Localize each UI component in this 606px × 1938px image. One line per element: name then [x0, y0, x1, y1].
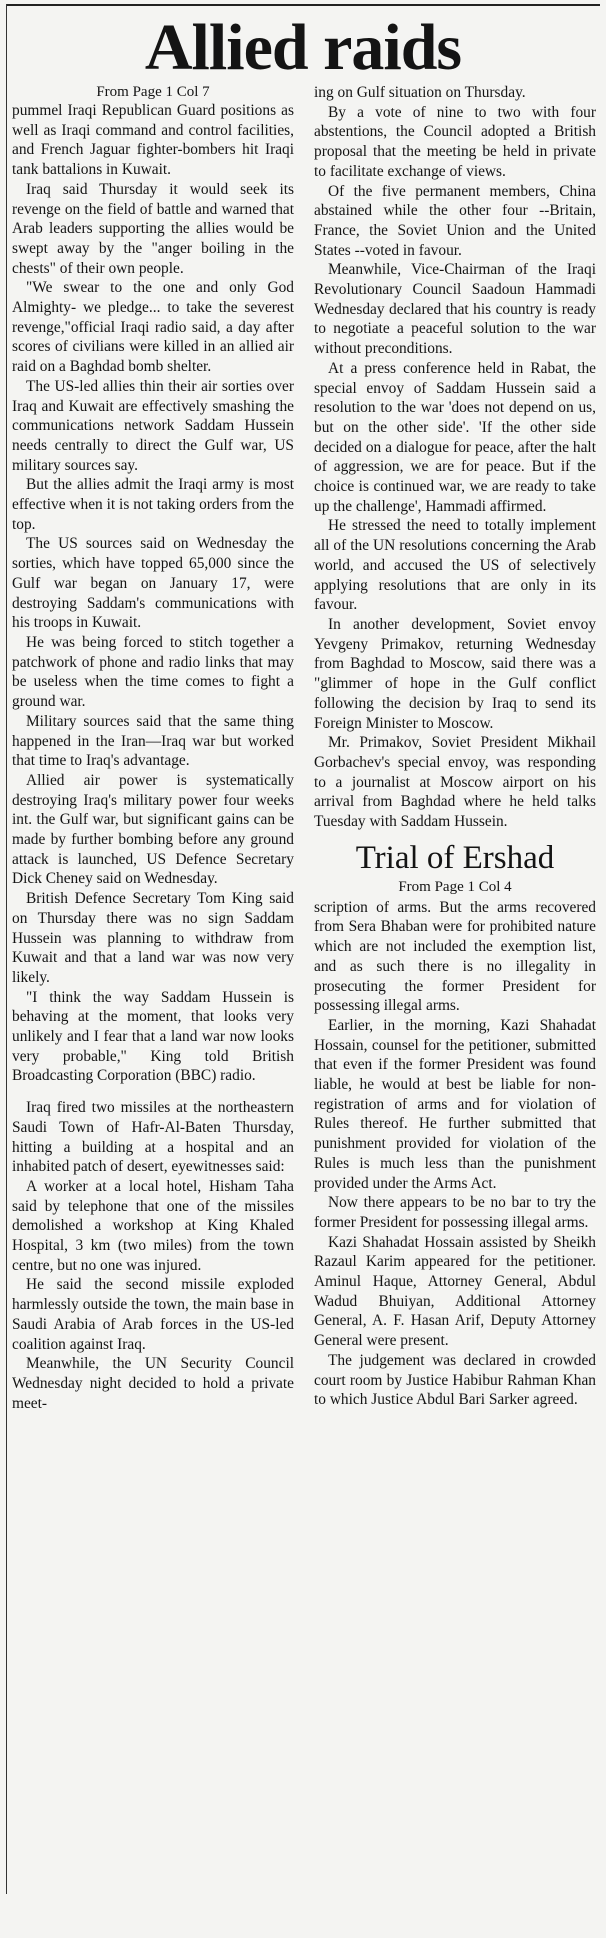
paragraph: But the allies admit the Iraqi army is most effective when it is not taking orders from the top.: [12, 476, 294, 533]
paragraph: Meanwhile, Vice-Chairman of the Iraqi Revolutionary Council Saadoun Hammadi Wednesday declared that his country is ready to negotiate a peaceful solution to the war without preconditions.: [314, 261, 596, 358]
paragraph: Of the five permanent members, China abstained while the other four --Britain, France, the Soviet Union and the United States --voted in favour.: [314, 182, 596, 259]
paragraph: Iraq fired two missiles at the northeastern Saudi Town of Hafr-Al-Baten Thursday, hitting a building at a hospital and an inhabited patch of desert, eyewitnesses said:: [12, 1099, 294, 1176]
headline: Allied raids: [144, 11, 462, 84]
paragraph: "I think the way Saddam Hussein is behaving at the moment, that looks very unlikely and I fear that a land war now looks very probable," King told British Broadcasting Corporation (BBC) radio.: [12, 988, 294, 1085]
paragraph: A worker at a local hotel, Hisham Taha said by telephone that one of the missiles demolished a workshop at King Khaled Hospital, 3 km (two miles) from the town centre, but no one was injured.: [12, 1177, 294, 1274]
paragraph: The judgement was declared in crowded court room by Justice Habibur Rahman Khan to which Justice Abdul Bari Sarker agreed.: [314, 1351, 596, 1409]
jump-line: From Page 1 Col 7: [96, 84, 210, 100]
paragraph: In another development, Soviet envoy Yevgeny Primakov, returning Wednesday from Baghdad to Moscow, said there was a "glimmer of hope in the Gulf conflict following the decision by Iraq to send its Foreign Minister to Moscow.: [314, 615, 596, 732]
paragraph: Now there appears to be no bar to try the former President for possessing illegal arms.: [314, 1194, 596, 1231]
paragraph: Mr. Primakov, Soviet President Mikhail Gorbachev's special envoy, was responding to a journalist at Moscow airport on his arrival from Baghdad where he held talks Tuesday with Saddam Hussein.: [314, 734, 596, 831]
paragraph: scription of arms. But the arms recovered from Sera Bhaban were for prohibited nature which are not included the exemption list, and as such there is no illegality in prosecuting the former President for possessing illegal arms.: [314, 898, 596, 1015]
subheadline: Trial of Ershad: [355, 839, 555, 876]
paragraph: Military sources said that the same thing happened in the Iran—Iraq war but worked that time to Iraq's advantage.: [12, 712, 294, 770]
paragraph: The US sources said on Wednesday the sorties, which have topped 65,000 since the Gulf war began on January 17, were destroying Saddam's communications with his troops in Kuwait.: [12, 535, 294, 632]
article-column-1: [12, 84, 294, 1413]
paragraph: At a press conference held in Rabat, the special envoy of Saddam Hussein said a resolution to the war 'does not depend on us, but on the other side'. 'If the other side decided on a dialogue for peace, after the halt of aggression, we are for peace. But if the choice is continued war, we are ready to take up the challenge', Hammadi affirmed.: [314, 359, 596, 515]
paragraph: ing on Gulf situation on Thursday.: [314, 84, 526, 101]
left-rule: [6, 4, 7, 1894]
paragraph: "We swear to the one and only God Almighty- we pledge... to take the severest revenge,"official Iraqi radio said, a day after scores of civilians were killed in an allied air raid on a Baghdad bomb shelter.: [12, 279, 294, 376]
article-column-2: [314, 83, 596, 1410]
paragraph: pummel Iraqi Republican Guard positions as well as Iraqi command and control facilities, and French Jaguar fighter-bombers hit Iraqi tank battalions in Kuwait.: [12, 102, 294, 179]
paragraph: Kazi Shahadat Hossain assisted by Sheikh Razaul Karim appeared for the petitioner. Aminul Haque, Attorney General, Abdul Wadud Bhuiyan, Additional Attorney General, A. F. Hasan Arif, Deputy Attorney General were present.: [314, 1233, 596, 1350]
paragraph: Iraq said Thursday it would seek its revenge on the field of battle and warned that Arab leaders supporting the allies would be swept away by the "anger boiling in the chests" of their own people.: [12, 180, 294, 277]
paragraph: British Defence Secretary Tom King said on Thursday there was no sign Saddam Hussein was planning to withdraw from Kuwait and that a land war was now very likely.: [12, 890, 294, 986]
paragraph: Meanwhile, the UN Security Council Wednesday night decided to hold a private meet-: [12, 1355, 294, 1412]
paragraph: He stressed the need to totally implement all of the UN resolutions concerning the Arab world, and accused the US of selectively applying resolutions that are only in its favour.: [314, 517, 596, 614]
paragraph: He said the second missile exploded harmlessly outside the town, the main base in Saudi Arabia of Arab forces in the US-led coalition against Iraq.: [12, 1276, 294, 1353]
paragraph: By a vote of nine to two with four abstentions, the Council adopted a British proposal that the meeting be held in private to facilitate exchange of views.: [314, 103, 596, 180]
paragraph: The US-led allies thin their air sorties over Iraq and Kuwait are effectively smashing the communications network Saddam Hussein needs centrally to direct the Gulf war, US military sources say.: [12, 377, 294, 474]
jump-line: From Page 1 Col 4: [398, 878, 512, 895]
paragraph: Allied air power is systematically destroying Iraq's military power four weeks int. the Gulf war, but significant gains can be made by further bombing before any ground attack is launched, US Defence Secretary Dick Cheney said on Wednesday.: [12, 771, 294, 888]
paragraph: Earlier, in the morning, Kazi Shahadat Hossain, counsel for the petitioner, submitted that even if the former President was found liable, he would at best be liable for non-registration of arms and for violation of Rules thereof. He further submitted that punishment provided for violation of the Rules is much less than the punishment provided under the Arms Act.: [314, 1016, 596, 1192]
paragraph: He was being forced to stitch together a patchwork of phone and radio links that may be useless when the time comes to fight a ground war.: [12, 633, 294, 711]
top-rule: [6, 4, 600, 6]
